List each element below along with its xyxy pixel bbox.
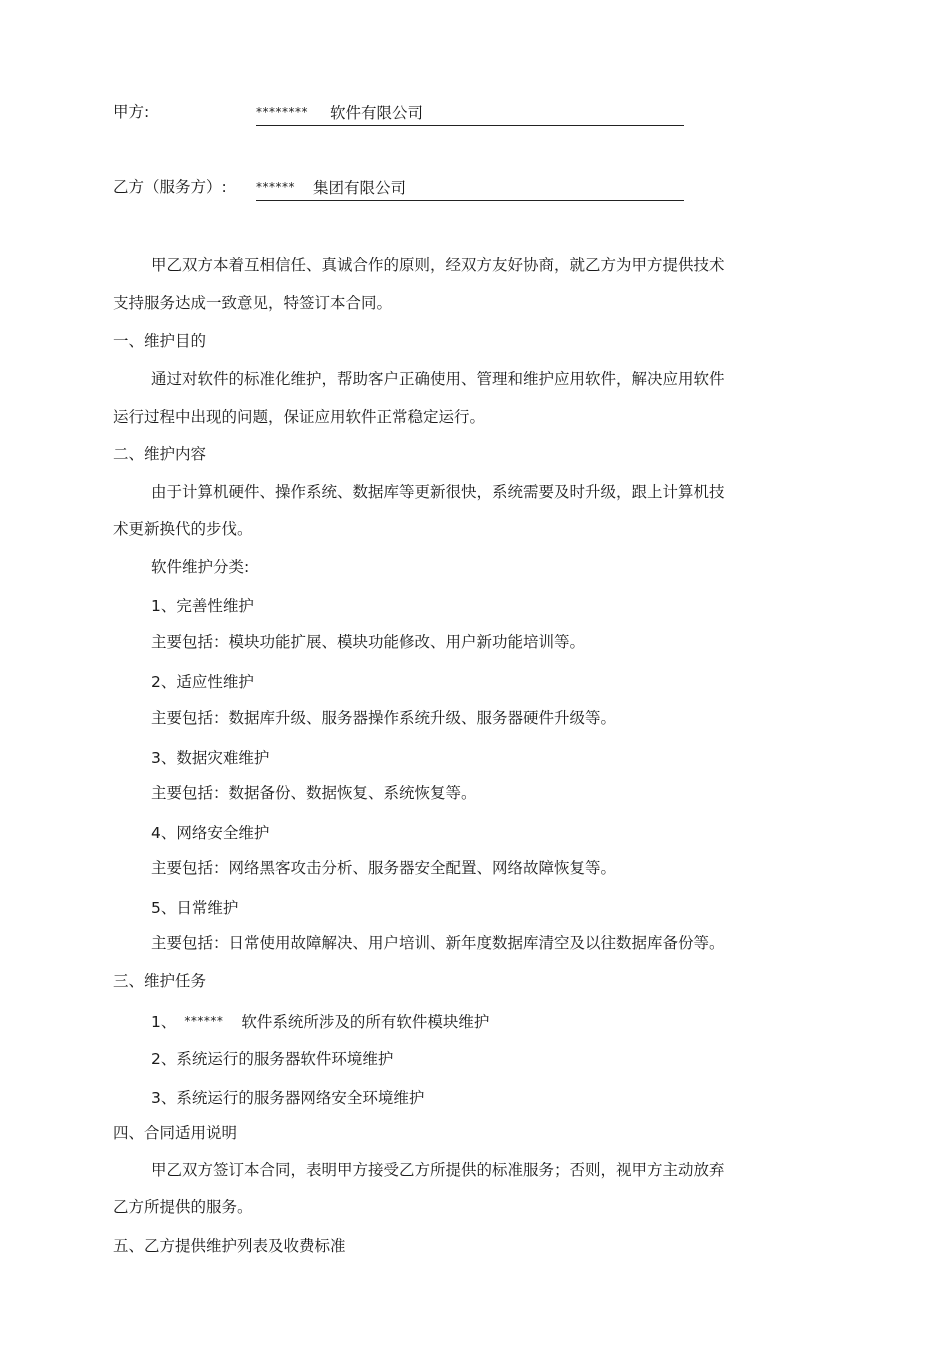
category-5-detail: 主要包括：日常使用故障解决、用户培训、新年度数据库清空及以往数据库备份等。 xyxy=(151,934,725,952)
section-4-line-1: 甲乙双方签订本合同，表明甲方接受乙方所提供的标准服务；否则，视甲方主动放弃 xyxy=(151,1161,725,1179)
party-b-label: 乙方（服务方）: xyxy=(113,178,227,196)
party-b-name: 集团有限公司 xyxy=(313,179,407,197)
category-5-title: 5、日常维护 xyxy=(151,899,239,917)
task-2: 2、系统运行的服务器软件环境维护 xyxy=(151,1050,394,1068)
category-4-title: 4、网络安全维护 xyxy=(151,824,270,842)
category-title: 软件维护分类: xyxy=(151,558,250,576)
section-2-line-2: 术更新换代的步伐。 xyxy=(113,520,253,538)
task-3: 3、系统运行的服务器网络安全环境维护 xyxy=(151,1089,425,1107)
section-2-line-1: 由于计算机硬件、操作系统、数据库等更新很快，系统需要及时升级，跟上计算机技 xyxy=(151,483,725,501)
party-a-masked: ******** xyxy=(256,105,308,119)
section-1-line-1: 通过对软件的标准化维护，帮助客户正确使用、管理和维护应用软件，解决应用软件 xyxy=(151,370,725,388)
intro-line-2: 支持服务达成一致意见，特签订本合同。 xyxy=(113,294,393,312)
task-1 xyxy=(151,1011,489,1032)
category-1-title: 1、完善性维护 xyxy=(151,597,254,615)
task-1-prefix: 1、 xyxy=(151,1013,177,1031)
section-4-heading: 四、合同适用说明 xyxy=(113,1124,238,1142)
category-2-title: 2、适应性维护 xyxy=(151,673,254,691)
task-1-masked: ****** xyxy=(184,1014,224,1028)
section-5-heading: 五、乙方提供维护列表及收费标准 xyxy=(113,1237,346,1255)
intro-line-1: 甲乙双方本着互相信任、真诚合作的原则，经双方友好协商，就乙方为甲方提供技术 xyxy=(151,256,725,274)
category-3-detail: 主要包括：数据备份、数据恢复、系统恢复等。 xyxy=(151,784,477,802)
party-b-field xyxy=(256,177,684,201)
party-b-masked: ****** xyxy=(256,180,295,194)
category-2-detail: 主要包括：数据库升级、服务器操作系统升级、服务器硬件升级等。 xyxy=(151,709,617,727)
section-2-heading: 二、维护内容 xyxy=(113,445,207,463)
section-3-heading: 三、维护任务 xyxy=(113,972,207,990)
task-1-text: 软件系统所涉及的所有软件模块维护 xyxy=(241,1013,490,1031)
category-3-title: 3、数据灾难维护 xyxy=(151,749,270,767)
party-a-field xyxy=(256,102,684,126)
category-4-detail: 主要包括：网络黑客攻击分析、服务器安全配置、网络故障恢复等。 xyxy=(151,859,617,877)
section-1-heading: 一、维护目的 xyxy=(113,332,207,350)
section-1-line-2: 运行过程中出现的问题，保证应用软件正常稳定运行。 xyxy=(113,408,486,426)
party-a-label: 甲方: xyxy=(113,103,150,121)
section-4-line-2: 乙方所提供的服务。 xyxy=(113,1198,253,1216)
party-a-name: 软件有限公司 xyxy=(330,104,424,122)
category-1-detail: 主要包括：模块功能扩展、模块功能修改、用户新功能培训等。 xyxy=(151,633,586,651)
